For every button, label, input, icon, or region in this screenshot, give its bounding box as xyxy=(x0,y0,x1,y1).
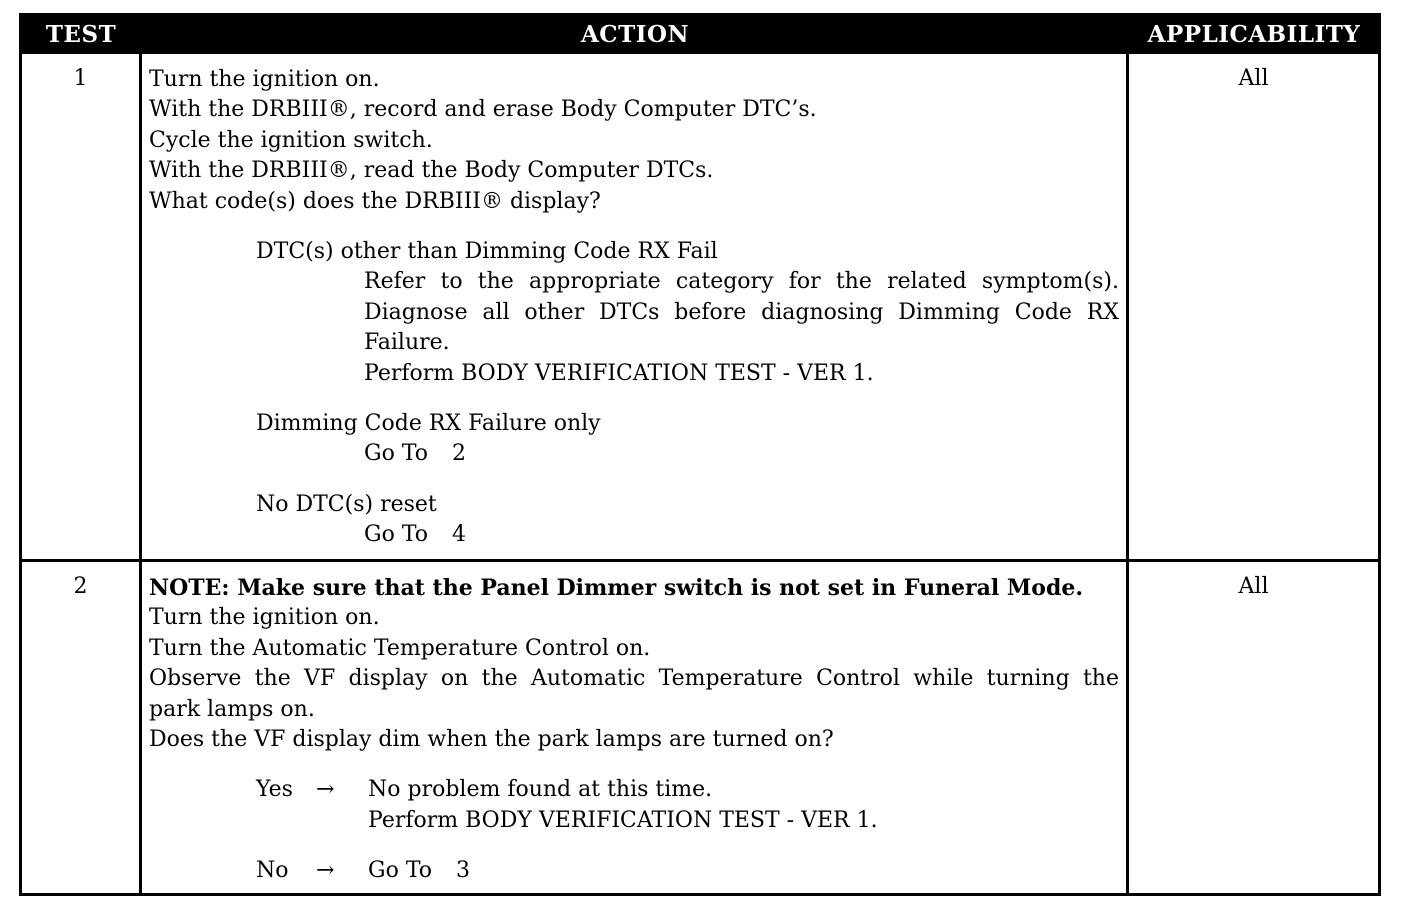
goto-instruction xyxy=(149,439,1119,469)
goto-instruction xyxy=(149,520,1119,550)
applicability-value: All xyxy=(1238,574,1269,599)
action-cell xyxy=(149,65,1119,551)
option-label: Dimming Code RX Failure only xyxy=(256,411,601,437)
action-question: Does the VF display dim when the park lamps are turned on? xyxy=(149,727,834,753)
option-label: DTC(s) other than Dimming Code RX Fail xyxy=(256,239,718,265)
action-cell xyxy=(149,573,1119,887)
table-row xyxy=(22,562,1378,893)
table-header xyxy=(22,16,1378,54)
goto-label: Go To xyxy=(364,522,429,548)
header-test: TEST xyxy=(45,21,117,48)
goto-number: 2 xyxy=(452,441,467,467)
goto-number: 3 xyxy=(456,858,471,884)
answer-no xyxy=(149,856,1119,886)
note-text: NOTE: Make sure that the Panel Dimmer switch is not set in Funeral Mode. xyxy=(149,575,1083,601)
header-applicability: APPLICABILITY xyxy=(1147,21,1361,48)
goto-number: 4 xyxy=(452,522,467,548)
action-step: Turn the ignition on. xyxy=(149,67,380,92)
answer-yes xyxy=(149,775,1119,805)
answer-label: No xyxy=(256,858,289,884)
option-instruction: Failure. xyxy=(364,330,450,356)
test-number: 1 xyxy=(73,66,88,91)
option-instruction: Diagnose all other DTCs before diagnosing Dimming Code RX xyxy=(364,299,1119,325)
action-step: Cycle the ignition switch. xyxy=(149,127,433,153)
action-question: What code(s) does the DRBIII® display? xyxy=(149,188,601,214)
goto-label: Go To xyxy=(364,441,429,467)
action-step: park lamps on. xyxy=(149,696,315,722)
header-action: ACTION xyxy=(580,21,690,48)
option-label: No DTC(s) reset xyxy=(256,491,437,517)
test-number: 2 xyxy=(73,574,88,599)
applicability-value: All xyxy=(1238,66,1269,91)
action-step: With the DRBIII®, read the Body Computer DTCs. xyxy=(149,158,714,184)
answer-label: Yes xyxy=(256,777,293,803)
answer-result: Perform BODY VERIFICATION TEST - VER 1. xyxy=(368,807,878,833)
arrow-right-icon: → xyxy=(316,777,335,803)
action-step: With the DRBIII®, record and erase Body Computer DTC’s. xyxy=(149,97,817,123)
action-step: Turn the ignition on. xyxy=(149,605,380,631)
action-step: Turn the Automatic Temperature Control on. xyxy=(149,635,651,661)
option-instruction: Refer to the appropriate category for the related symptom(s). xyxy=(364,269,1119,295)
table-row xyxy=(22,54,1378,559)
diagnostic-table xyxy=(19,13,1381,896)
arrow-right-icon: → xyxy=(316,858,335,884)
answer-result: No problem found at this time. xyxy=(368,777,713,803)
option-instruction: Perform BODY VERIFICATION TEST - VER 1. xyxy=(364,360,874,386)
action-step: Observe the VF display on the Automatic Temperature Control while turning the xyxy=(149,666,1119,692)
goto-instruction xyxy=(368,856,470,886)
goto-label: Go To xyxy=(368,858,433,884)
